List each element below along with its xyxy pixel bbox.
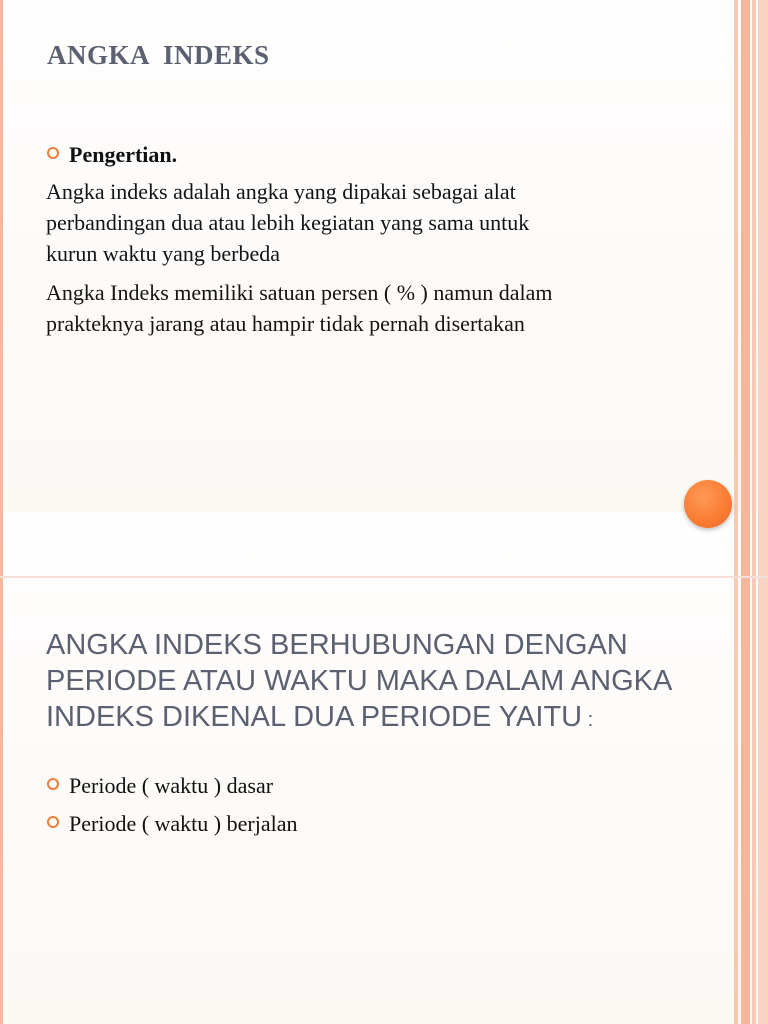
paragraph-line: Angka Indeks memiliki satuan persen ( % ) namun dalam: [46, 280, 553, 305]
bullet-ring-icon: [47, 147, 59, 159]
right-decor-bar: [758, 512, 768, 1024]
bullet-item: [47, 773, 273, 799]
bullet-item: [47, 811, 297, 837]
right-decor-bar: [741, 512, 750, 1024]
definition-paragraph: [46, 176, 658, 269]
title-line: PERIODE ATAU WAKTU MAKA DALAM ANGKA: [46, 665, 673, 697]
orange-circle-decoration: [684, 480, 732, 528]
paragraph-line: Angka indeks adalah angka yang dipakai sebagai alat: [46, 179, 516, 204]
bullet-text: Periode ( waktu ) berjalan: [69, 811, 298, 836]
left-accent-stripe: [0, 512, 3, 1024]
right-decor-bar: [734, 512, 738, 1024]
right-decor-bar: [758, 0, 768, 512]
title-line: [46, 699, 716, 738]
slide-title: ANGKA INDEKS: [47, 40, 270, 70]
left-accent-stripe: [0, 0, 3, 512]
slide-divider: [0, 576, 768, 578]
right-decor-bar: [752, 0, 756, 512]
right-decor-bar: [741, 0, 750, 512]
slide-2-title: [46, 627, 716, 738]
right-decor-bar: [752, 512, 756, 1024]
slide-2: [0, 512, 768, 1024]
paragraph-line: kurun waktu yang berbeda: [46, 241, 280, 266]
bullet-text: Periode ( waktu ) dasar: [69, 773, 274, 798]
unit-paragraph: [46, 277, 658, 339]
paragraph-line: perbandingan dua atau lebih kegiatan yang sama untuk: [46, 210, 530, 235]
bullet-heading: Pengertian.: [69, 142, 178, 167]
title-line: ANGKA INDEKS BERHUBUNGAN DENGAN: [46, 629, 628, 661]
title-line-text: INDEKS DIKENAL DUA PERIODE YAITU: [46, 701, 583, 733]
bullet-ring-icon: [47, 778, 59, 790]
paragraph-line: prakteknya jarang atau hampir tidak pernah disertakan: [46, 311, 525, 336]
bullet-ring-icon: [47, 816, 59, 828]
bullet-item: [47, 142, 177, 168]
title-colon: :: [582, 709, 594, 731]
right-decor-bar: [734, 0, 738, 512]
